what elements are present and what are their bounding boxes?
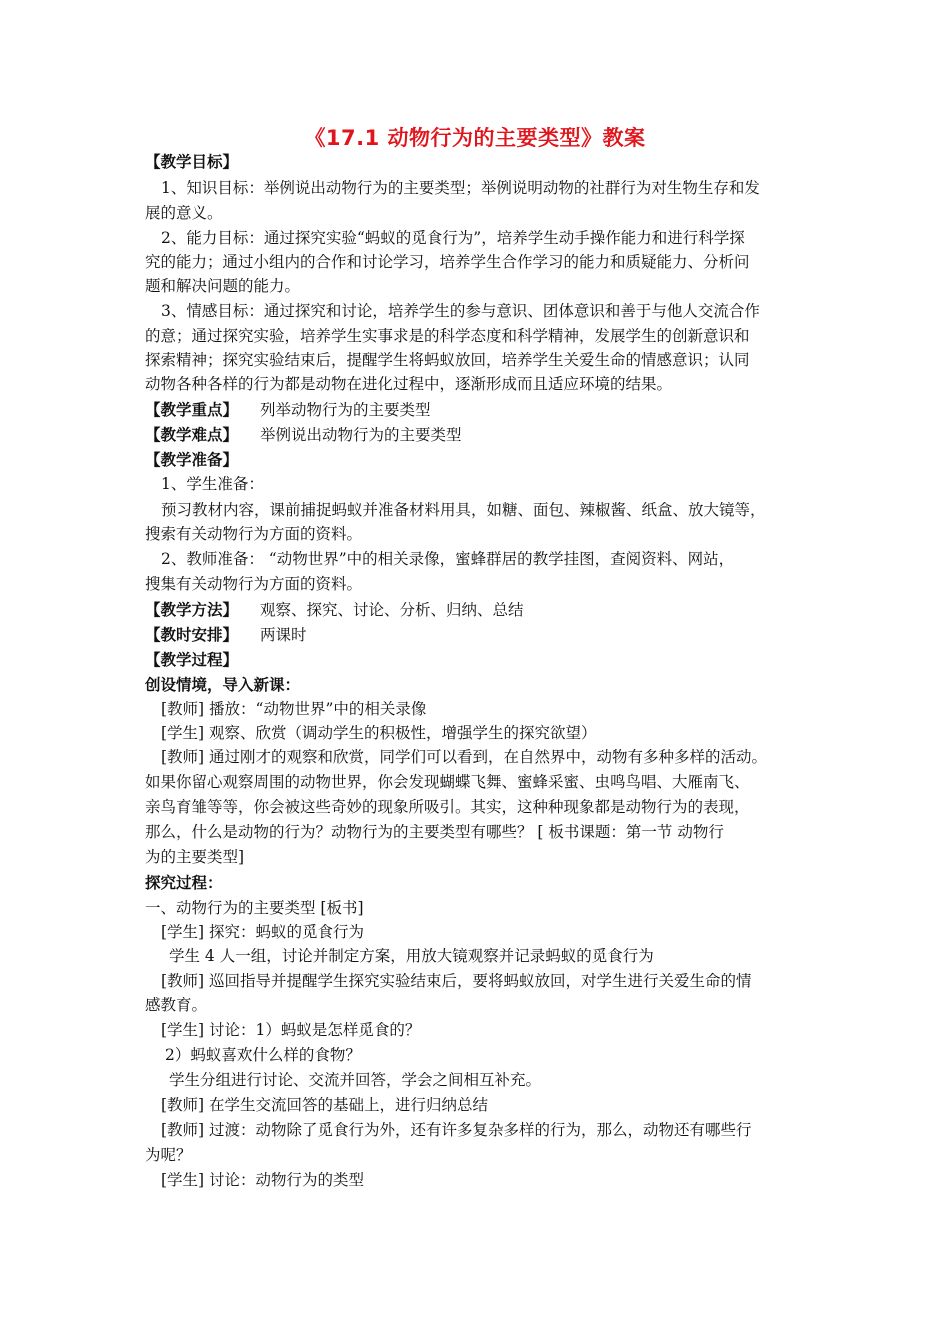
intro-line7: 为的主要类型] xyxy=(145,848,245,866)
time-heading: 【教时安排】 xyxy=(145,626,239,644)
key-content: 列举动物行为的主要类型 xyxy=(260,401,431,419)
explore-line9: [教师] 在学生交流回答的基础上，进行归纳总结 xyxy=(161,1096,489,1114)
goal3-line2: 的意；通过探究实验，培养学生实事求是的科学态度和科学精神，发展学生的创新意识和 xyxy=(145,327,750,345)
process-heading: 【教学过程】 xyxy=(145,651,239,669)
prep1-title: 1、学生准备： xyxy=(161,475,264,493)
goal3-line4: 动物各种各样的行为都是动物在进化过程中，逐渐形成而且适应环境的结果。 xyxy=(145,375,673,393)
goal1-line1: 1、知识目标：举例说出动物行为的主要类型；举例说明动物的社群行为对生物生存和发 xyxy=(161,179,760,197)
diff-heading: 【教学难点】 xyxy=(145,426,239,444)
intro-line4: 如果你留心观察周围的动物世界，你会发现蝴蝶飞舞、蜜蜂采蜜、虫鸣鸟唱、大雁南飞、 xyxy=(145,773,750,791)
intro-heading: 创设情境，导入新课： xyxy=(145,676,301,694)
explore-line6: [学生] 讨论：1）蚂蚁是怎样觅食的？ xyxy=(161,1021,421,1039)
goals-heading: 【教学目标】 xyxy=(145,153,239,171)
prep1-line1: 预习教材内容，课前捕捉蚂蚁并准备材料用具，如糖、面包、辣椒酱、纸盒、放大镜等， xyxy=(161,501,766,519)
explore-line8: 学生分组进行讨论、交流并回答，学会之间相互补充。 xyxy=(169,1071,542,1089)
prep2-line1: 2、教师准备： “动物世界”中的相关录像，蜜蜂群居的教学挂图，查阅资料、网站， xyxy=(161,550,735,568)
explore-line11: 为呢？ xyxy=(145,1146,192,1164)
intro-line1: [教师] 播放：“动物世界”中的相关录像 xyxy=(161,700,427,718)
intro-line5: 亲鸟育雏等等，你会被这些奇妙的现象所吸引。其实，这种种现象都是动物行为的表现， xyxy=(145,798,750,816)
method-content: 观察、探究、讨论、分析、归纳、总结 xyxy=(260,601,524,619)
goal2-line2: 究的能力；通过小组内的合作和讨论学习，培养学生合作学习的能力和质疑能力、分析问 xyxy=(145,253,750,271)
goal1-line2: 展的意义。 xyxy=(145,204,223,222)
explore-line3: 学生 4 人一组，讨论并制定方案，用放大镜观察并记录蚂蚁的觅食行为 xyxy=(169,947,654,965)
explore-line5: 感教育。 xyxy=(145,996,208,1014)
key-heading: 【教学重点】 xyxy=(145,401,239,419)
document-title: 《17.1 动物行为的主要类型》教案 xyxy=(304,126,646,150)
key-point-row xyxy=(145,400,431,420)
method-heading: 【教学方法】 xyxy=(145,601,239,619)
intro-line3: [教师] 通过刚才的观察和欣赏，同学们可以看到，在自然界中，动物有多种多样的活动。 xyxy=(161,748,768,766)
explore-line4: [教师] 巡回指导并提醒学生探究实验结束后，要将蚂蚁放回，对学生进行关爱生命的情 xyxy=(161,972,752,990)
prep-heading: 【教学准备】 xyxy=(145,451,239,469)
intro-line6: 那么，什么是动物的行为？动物行为的主要类型有哪些？ [ 板书课题：第一节 动物行 xyxy=(145,823,724,841)
prep1-line2: 搜索有关动物行为方面的资料。 xyxy=(145,525,363,543)
time-row xyxy=(145,625,307,645)
explore-line7: 2）蚂蚁喜欢什么样的食物？ xyxy=(165,1046,361,1064)
intro-line2: [学生] 观察、欣赏（调动学生的积极性，增强学生的探究欲望） xyxy=(161,724,597,742)
difficulty-row xyxy=(145,425,462,445)
prep2-line2: 搜集有关动物行为方面的资料。 xyxy=(145,575,363,593)
goal2-line3: 题和解决问题的能力。 xyxy=(145,277,301,295)
goal3-line3: 探索精神；探究实验结束后，提醒学生将蚂蚁放回，培养学生关爱生命的情感意识；认同 xyxy=(145,351,750,369)
explore-line1: 一、动物行为的主要类型 [板书] xyxy=(145,899,364,917)
diff-content: 举例说出动物行为的主要类型 xyxy=(260,426,462,444)
explore-heading: 探究过程： xyxy=(145,874,223,892)
time-content: 两课时 xyxy=(260,626,307,644)
method-row xyxy=(145,600,524,620)
explore-line2: [学生] 探究：蚂蚁的觅食行为 xyxy=(161,923,365,941)
goal3-line1: 3、情感目标：通过探究和讨论，培养学生的参与意识、团体意识和善于与他人交流合作 xyxy=(161,302,760,320)
explore-line10: [教师] 过渡：动物除了觅食行为外，还有许多复杂多样的行为，那么，动物还有哪些行 xyxy=(161,1121,752,1139)
explore-line12: [学生] 讨论：动物行为的类型 xyxy=(161,1171,365,1189)
goal2-line1: 2、能力目标：通过探究实验“蚂蚁的觅食行为”，培养学生动手操作能力和进行科学探 xyxy=(161,229,745,247)
